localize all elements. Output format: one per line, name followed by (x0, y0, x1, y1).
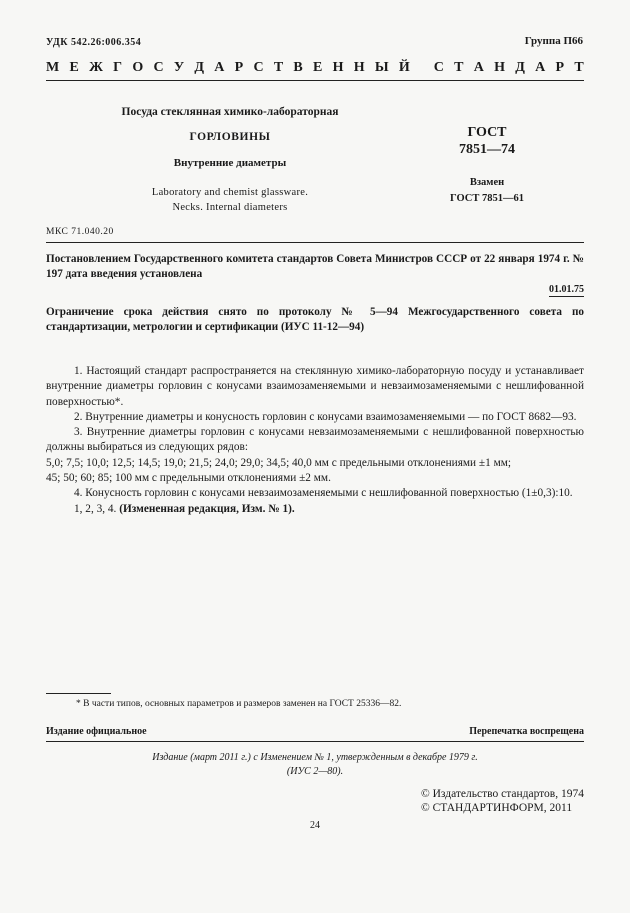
mks-code: МКС 71.040.20 (46, 227, 114, 237)
title-line1: Посуда стеклянная химико-лабораторная (121, 106, 339, 118)
clause-3-row1: 5,0; 7,5; 10,0; 12,5; 14,5; 19,0; 21,5; 24,0; 29,0; 34,5; 40,0 мм с предельными отклонениями ±1 мм; (46, 456, 512, 469)
edition-note-line1: Издание (март 2011 г.) с Изменением № 1, утвержденным в декабре 1979 г. (152, 752, 478, 763)
amend-prefix: 1, 2, 3, 4. (74, 502, 117, 515)
heading-letter: А (473, 60, 484, 75)
clause-3: 3. Внутренние диаметры горловин с конусами невзаимозаменяемыми с нешлифованной поверхностью должны выбираться из следующих рядов: (46, 426, 584, 454)
replace-number: ГОСТ 7851—61 (450, 193, 524, 204)
footer-rule (46, 741, 584, 742)
heading-letter: У (173, 60, 185, 75)
heading-letter: Ж (89, 60, 103, 75)
clause-4: 4. Конусность горловин с конусами невзаимозаменяемыми с нешлифованной поверхностью (1±0,3):10. (74, 487, 573, 500)
edition-label: Издание официальное (46, 726, 147, 737)
mks-rule (46, 242, 584, 243)
heading-letter: А (535, 60, 546, 75)
clause-1: 1. Настоящий стандарт распространяется на стеклянную химико-лабораторную посуду и устанавливает внутренние диаметры горловин с конусами взаимозаменяемыми и невзаимозаменяемыми с нешлифованной поверхностью*. (46, 365, 584, 408)
title-block (60, 106, 400, 215)
reprint-label: Перепечатка воспрещена (469, 726, 584, 737)
replace-label: Взамен (469, 177, 505, 188)
heading-letter: Н (494, 60, 506, 75)
heading-letter: Р (555, 60, 565, 75)
restriction-text: Ограничение срока действия снято по протоколу № 5—94 Межгосударственного совета по стандартизации, метрологии и сертификации (ИУС 11-12—94) (46, 306, 584, 333)
heading-letter: Д (515, 60, 525, 75)
title-line2: ГОРЛОВИНЫ (189, 131, 271, 143)
heading-letter: Г (113, 60, 123, 75)
heading-letter: О (132, 60, 144, 75)
heading-letter: М (46, 60, 60, 75)
heading-letter: Т (574, 60, 584, 75)
heading-letter: Й (398, 60, 410, 75)
gost-block (432, 124, 542, 207)
copyright-line1: © Издательство стандартов, 1974 (420, 788, 584, 800)
clause-3-row2: 45; 50; 60; 85; 100 мм с предельными отклонениями ±2 мм. (46, 472, 331, 485)
heading-letter (420, 60, 424, 76)
body-text (46, 364, 584, 517)
group-code: Группа П66 (524, 35, 583, 47)
clause-2: 2. Внутренние диаметры и конусность горловин с конусами взаимозаменяемыми — по ГОСТ 8682—93. (74, 410, 577, 423)
title-en-line2: Necks. Internal diameters (172, 202, 288, 213)
heading-letter: Т (454, 60, 464, 75)
heading-letter: С (253, 60, 264, 75)
standard-type-heading (46, 60, 584, 76)
decree-text: Постановлением Государственного комитета стандартов Совета Министров СССР от 22 января 1974 г. № 197 дата введения установлена (46, 253, 584, 280)
heading-letter: Р (234, 60, 244, 75)
heading-letter: Ы (374, 60, 389, 75)
gost-label: ГОСТ (467, 125, 507, 140)
edition-note (46, 751, 584, 779)
heading-letter: Н (332, 60, 344, 75)
title-line3: Внутренние диаметры (173, 157, 287, 169)
footnote-rule (46, 693, 111, 694)
clause-amend (46, 502, 584, 517)
amend-note: (Измененная редакция, Изм. № 1). (119, 502, 295, 515)
heading-letter: Н (353, 60, 365, 75)
heading-letter: С (153, 60, 164, 75)
footnote: * В части типов, основных параметров и размеров заменен на ГОСТ 25336—82. (76, 699, 402, 709)
heading-letter: Д (194, 60, 205, 75)
heading-letter: Е (313, 60, 323, 75)
header-rule (46, 80, 584, 81)
heading-letter: Т (273, 60, 284, 75)
heading-letter: С (433, 60, 444, 75)
page-number: 24 (310, 820, 320, 831)
edition-note-line2: (ИУС 2—80). (286, 766, 344, 777)
title-en-line1: Laboratory and chemist glassware. (151, 187, 309, 198)
heading-letter: Е (69, 60, 79, 75)
gost-number: 7851—74 (459, 142, 515, 157)
copyright-block (421, 787, 584, 815)
heading-letter: А (214, 60, 225, 75)
udk-code: УДК 542.26:006.354 (46, 37, 142, 48)
intro-date: 01.01.75 (549, 284, 584, 295)
heading-letter: В (293, 60, 303, 75)
copyright-line2: © СТАНДАРТИНФОРМ, 2011 (420, 802, 573, 814)
